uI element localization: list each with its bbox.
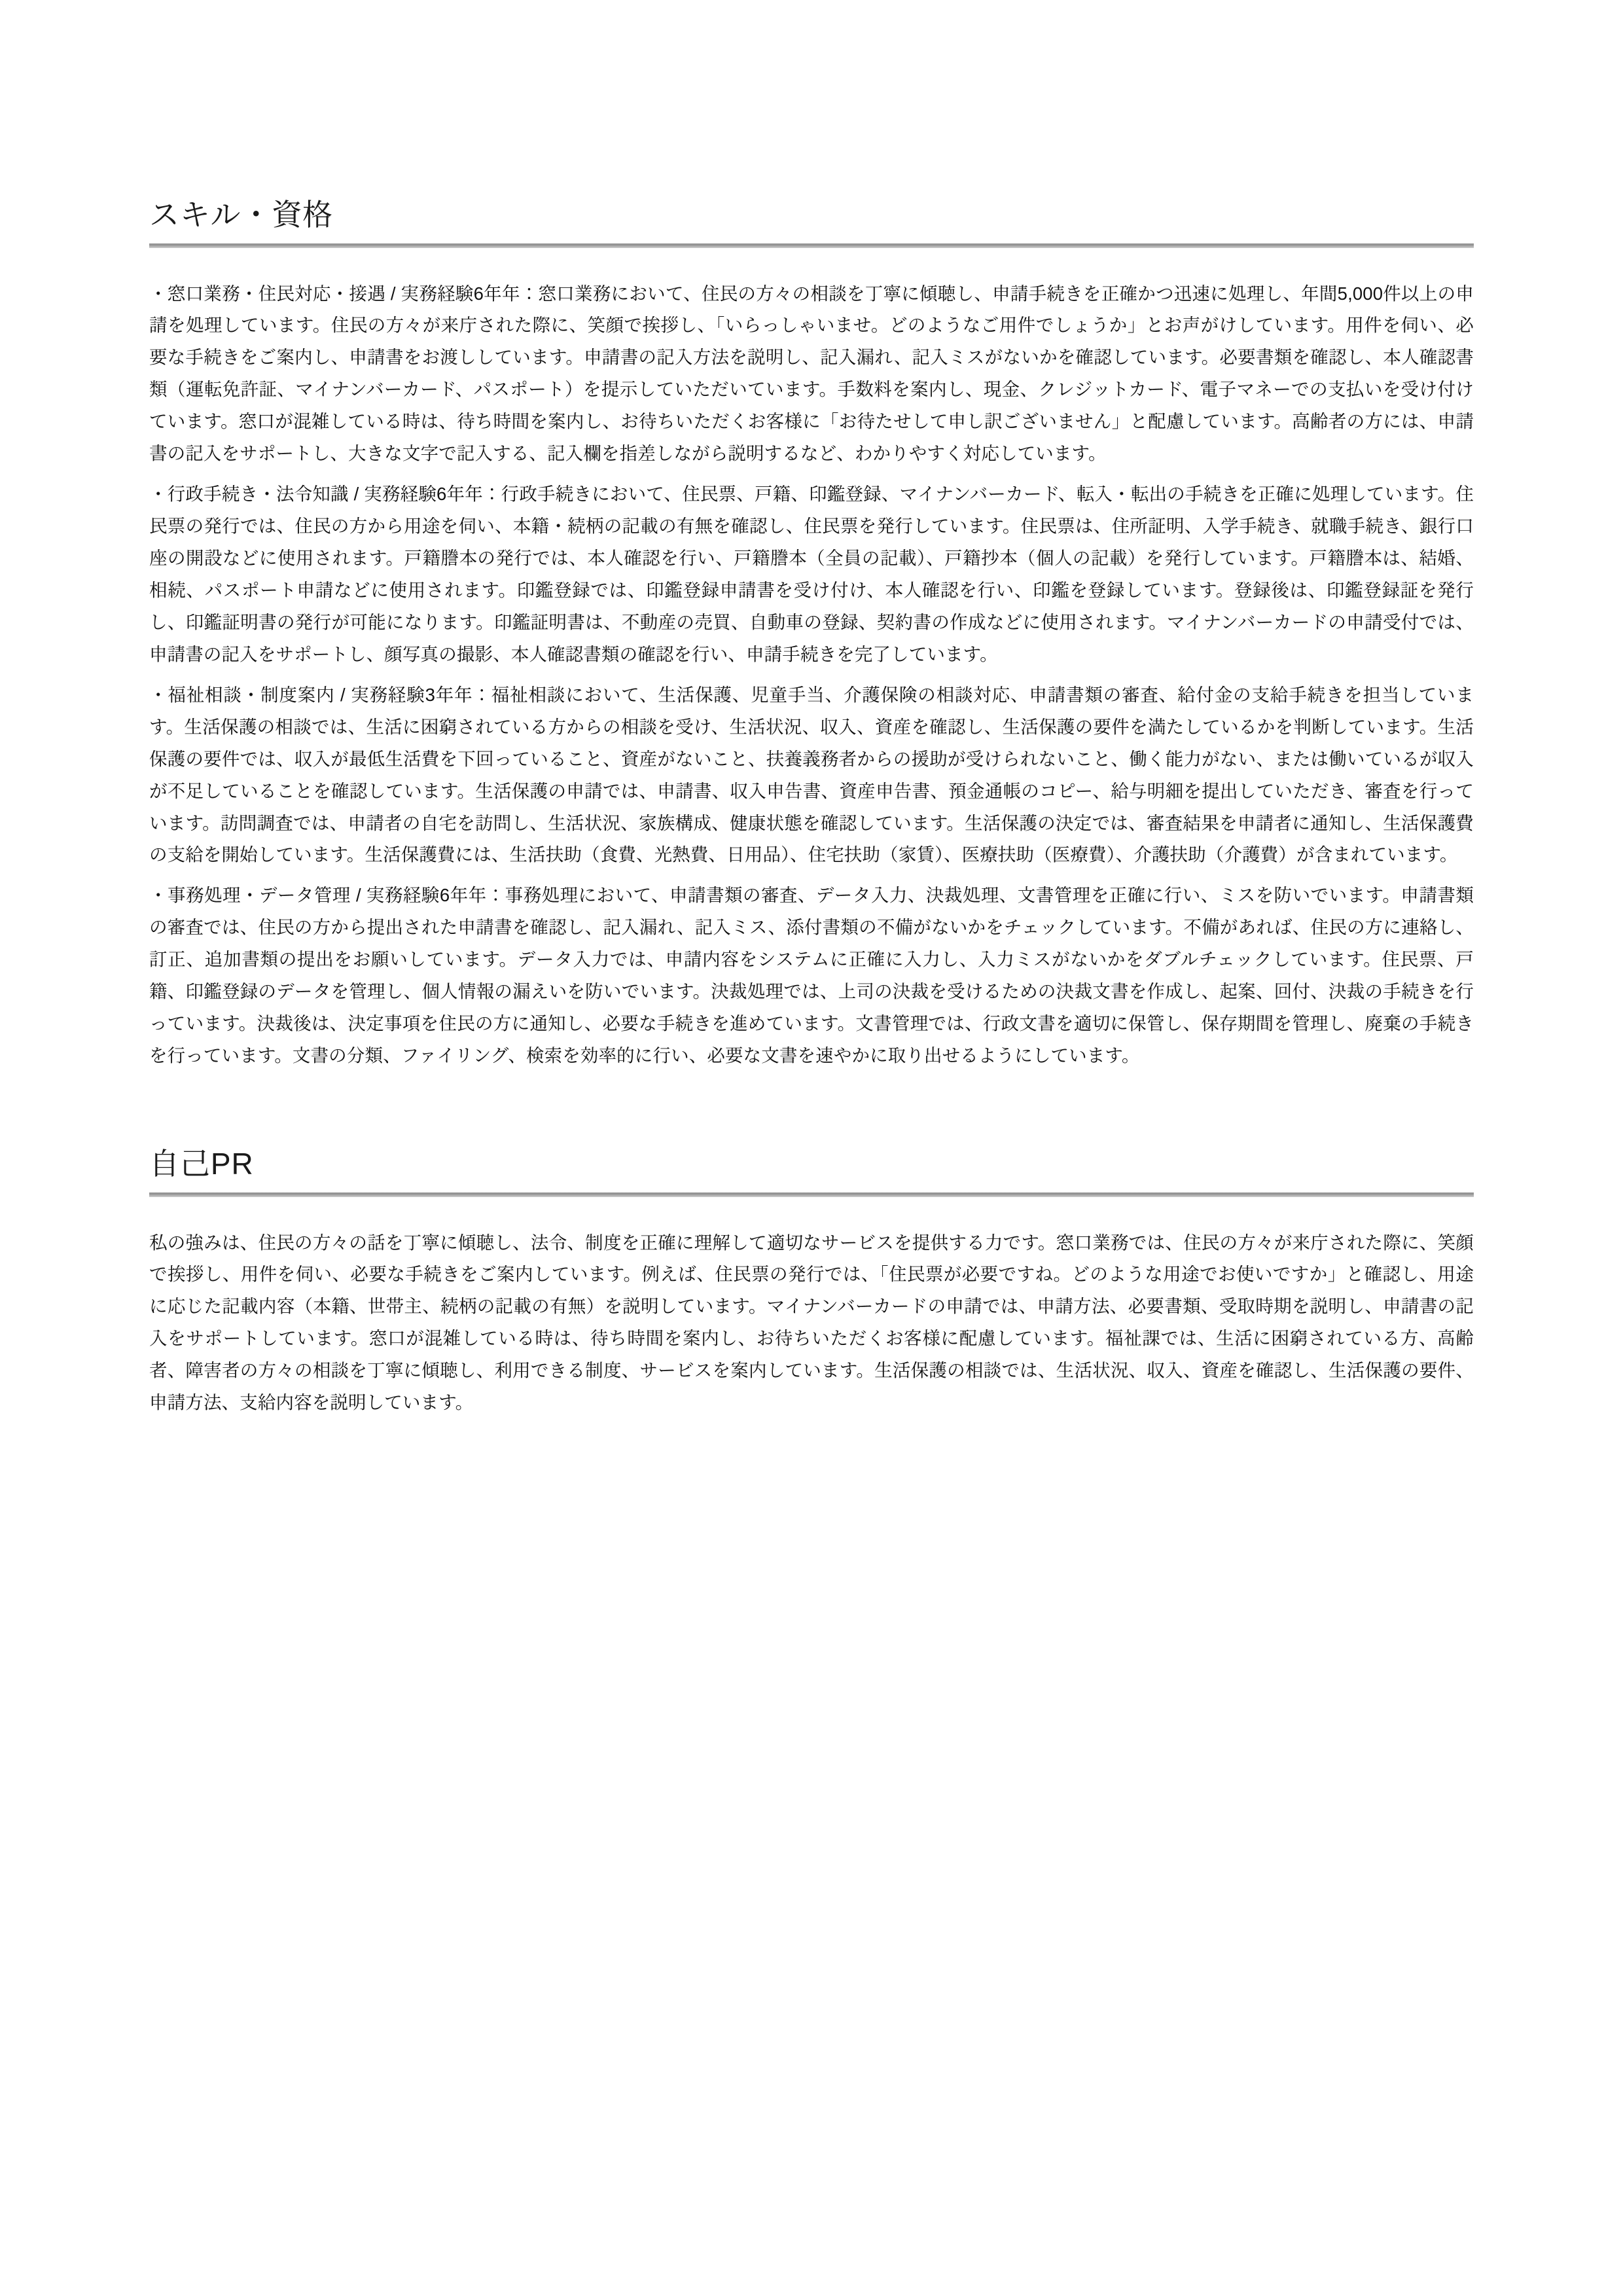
skill-entry-paragraph: ・事務処理・データ管理 / 実務経験6年年：事務処理において、申請書類の審査、データ入力、決裁処理、文書管理を正確に行い、ミスを防いでいます。申請書類の審査では、住民の方から提出された申請書を確認し、記入漏れ、記入ミス、添付書類の不備がないかをチェックしています。不備があれば、住民の方に連絡し、訂正、追加書類の提出をお願いしています。データ入力では、申請内容をシステムに正確に入力し、入力ミスがないかをダブルチェックしています。住民票、戸籍、印鑑登録のデータを管理し、個人情報の漏えいを防いでいます。決裁処理では、上司の決裁を受けるための決裁文書を作成し、起案、回付、決裁の手続きを行っています。決裁後は、決定事項を住民の方に通知し、必要な手続きを進めています。文書管理では、行政文書を適切に保管し、保存期間を管理し、廃棄の手続きを行っています。文書の分類、ファイリング、検索を効率的に行い、必要な文書を速やかに取り出せるようにしています。	[149, 885, 1474, 1066]
section-title-self-pr: 自己PR	[149, 1147, 254, 1181]
self-pr-paragraph: 私の強みは、住民の方々の話を丁寧に傾聴し、法令、制度を正確に理解して適切なサービスを提供する力です。窓口業務では、住民の方々が来庁された際に、笑顔で挨拶し、用件を伺い、必要な手続きをご案内しています。例えば、住民票の発行では、「住民票が必要ですね。どのような用途でお使いですか」と確認し、用途に応じた記載内容（本籍、世帯主、続柄の記載の有無）を説明しています。マイナンバーカードの申請では、申請方法、必要書類、受取時期を説明し、申請書の記入をサポートしています。窓口が混雑している時は、待ち時間を案内し、お待ちいただくお客様に配慮しています。福祉課では、生活に困窮されている方、高齢者、障害者の方々の相談を丁寧に傾聴し、利用できる制度、サービスを案内しています。生活保護の相談では、生活状況、収入、資産を確認し、生活保護の要件、申請方法、支給内容を説明しています。	[149, 1232, 1474, 1413]
section-body-self-pr	[149, 1227, 1474, 1420]
section-divider-skills	[149, 243, 1474, 248]
section-body-skills	[149, 278, 1474, 1073]
section-divider-self-pr	[149, 1193, 1474, 1197]
section-skills-qualifications	[149, 196, 1474, 1072]
section-title-skills-qualifications: スキル・資格	[149, 198, 334, 232]
page-bottom-spacer	[149, 1419, 1474, 1445]
section-self-pr	[149, 1145, 1474, 1419]
skill-entry-paragraph: ・福祉相談・制度案内 / 実務経験3年年：福祉相談において、生活保護、児童手当、介護保険の相談対応、申請書類の審査、給付金の支給手続きを担当しています。生活保護の相談では、生活に困窮されている方からの相談を受け、生活状況、収入、資産を確認し、生活保護の要件を満たしているかを判断しています。生活保護の要件では、収入が最低生活費を下回っていること、資産がないこと、扶養義務者からの援助が受けられないこと、働く能力がない、または働いているが収入が不足していることを確認しています。生活保護の申請では、申請書、収入申告書、資産申告書、預金通帳のコピー、給与明細を提出していただき、審査を行っています。訪問調査では、申請者の自宅を訪問し、生活状況、家族構成、健康状態を確認しています。生活保護の決定では、審査結果を申請者に通知し、生活保護費の支給を開始しています。生活保護費には、生活扶助（食費、光熱費、日用品）、住宅扶助（家賃）、医療扶助（医療費）、介護扶助（介護費）が含まれています。	[149, 684, 1474, 865]
skill-entry-paragraph: ・窓口業務・住民対応・接遇 / 実務経験6年年：窓口業務において、住民の方々の相談を丁寧に傾聴し、申請手続きを正確かつ迅速に処理し、年間5,000件以上の申請を処理しています。住民の方々が来庁された際に、笑顔で挨拶し、「いらっしゃいませ。どのようなご用件でしょうか」とお声がけしています。用件を伺い、必要な手続きをご案内し、申請書をお渡ししています。申請書の記入方法を説明し、記入漏れ、記入ミスがないかを確認しています。必要書類を確認し、本人確認書類（運転免許証、マイナンバーカード、パスポート）を提示していただいています。手数料を案内し、現金、クレジットカード、電子マネーでの支払いを受け付けています。窓口が混雑している時は、待ち時間を案内し、お待ちいただくお客様に「お待たせして申し訳ございません」と配慮しています。高齢者の方には、申請書の記入をサポートし、大きな文字で記入する、記入欄を指差しながら説明するなど、わかりやすく対応しています。	[149, 283, 1474, 464]
skill-entry-paragraph: ・行政手続き・法令知識 / 実務経験6年年：行政手続きにおいて、住民票、戸籍、印鑑登録、マイナンバーカード、転入・転出の手続きを正確に処理しています。住民票の発行では、住民の方から用途を伺い、本籍・続柄の記載の有無を確認し、住民票を発行しています。住民票は、住所証明、入学手続き、就職手続き、銀行口座の開設などに使用されます。戸籍謄本の発行では、本人確認を行い、戸籍謄本（全員の記載）、戸籍抄本（個人の記載）を発行しています。戸籍謄本は、結婚、相続、パスポート申請などに使用されます。印鑑登録では、印鑑登録申請書を受け付け、本人確認を行い、印鑑を登録しています。登録後は、印鑑登録証を発行し、印鑑証明書の発行が可能になります。印鑑証明書は、不動産の売買、自動車の登録、契約書の作成などに使用されます。マイナンバーカードの申請受付では、申請書の記入をサポートし、顔写真の撮影、本人確認書類の確認を行い、申請手続きを完了しています。	[149, 484, 1474, 664]
